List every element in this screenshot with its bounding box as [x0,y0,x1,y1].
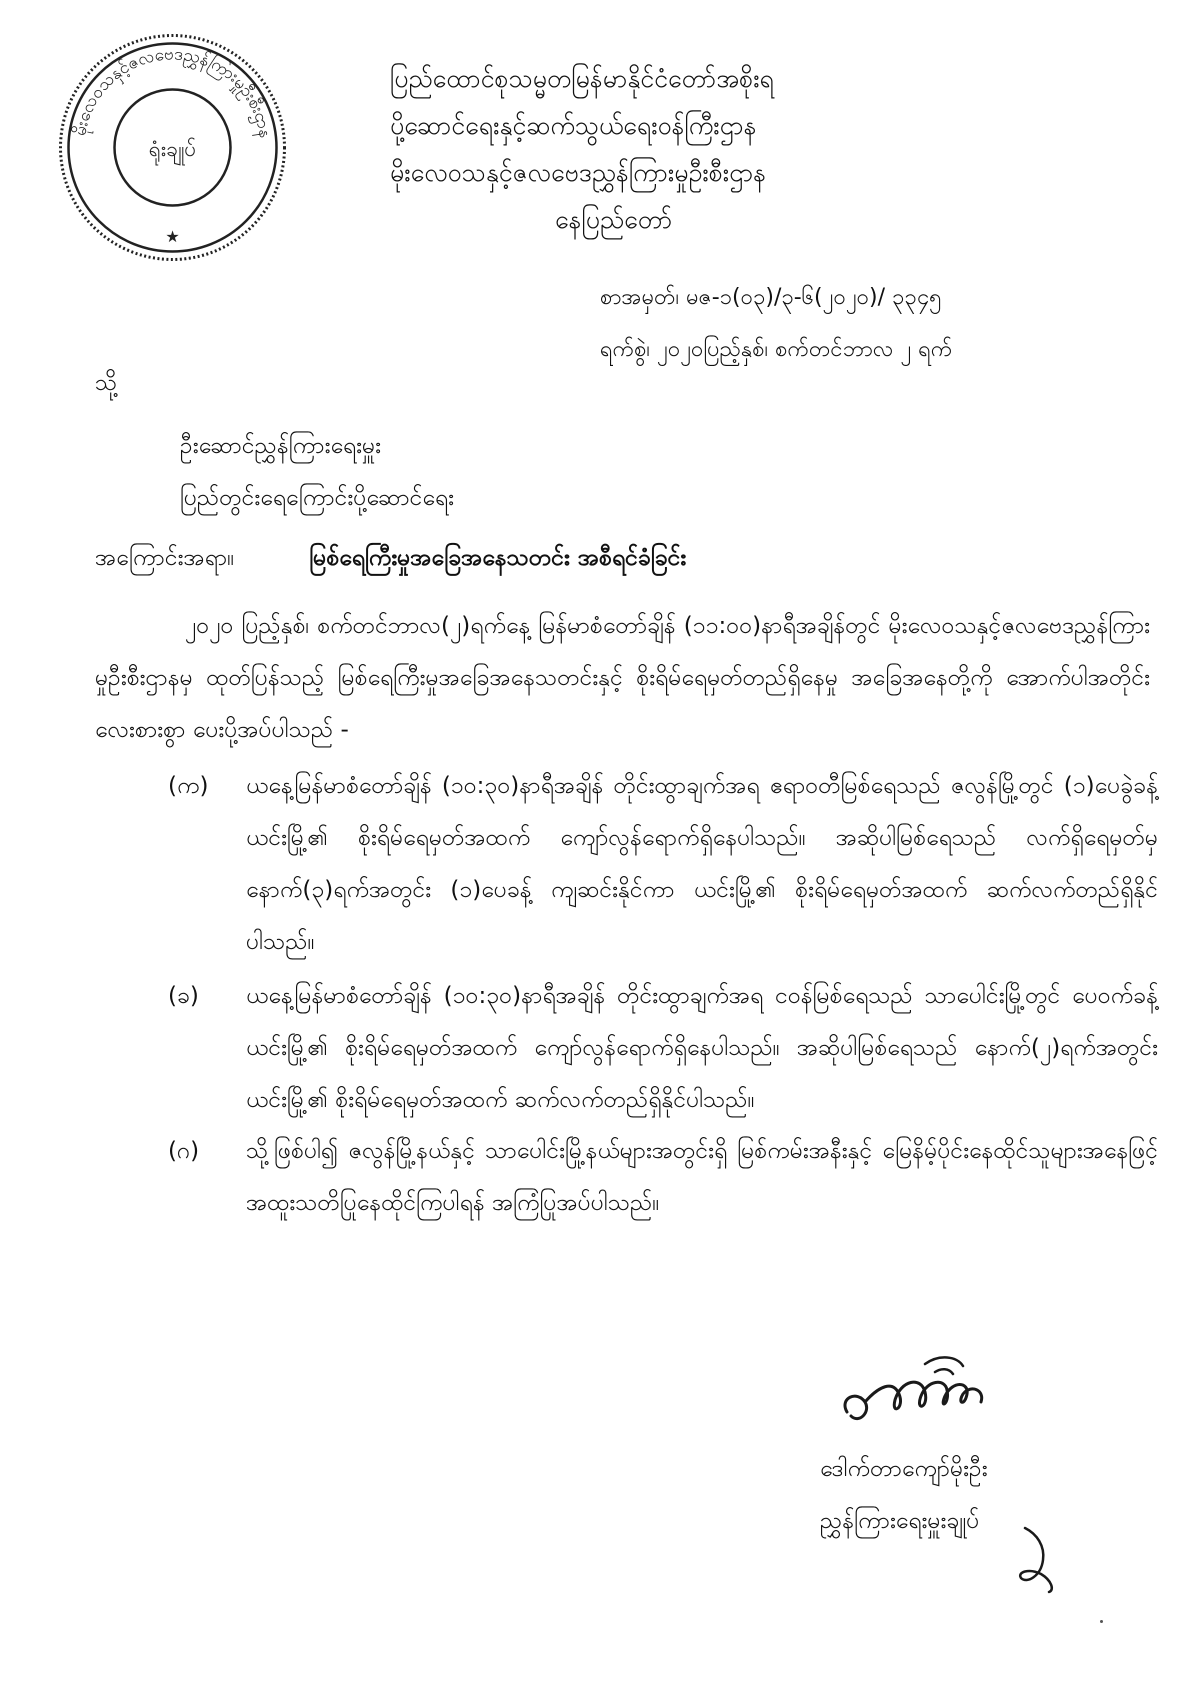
ministry-line: ပို့ဆောင်ရေးနှင့်ဆက်သွယ်ရေးဝန်ကြီးဌာန [390,111,757,140]
to-label: သို့ [95,370,118,396]
item-text: သို့ဖြစ်ပါ၍ ဇလွန်မြို့နယ်နှင့် သာပေါင်းမြို့နယ်များအတွင်းရှိ မြစ်ကမ်းအနီးနှင့် မြေနိမ့်ပိုင်းနေထိုင်သူများအနေဖြင့် အထူးသတိပြုနေထိုင်ကြပါရန် အကြံပြုအပ်ပါသည်။ [246,1138,1158,1216]
signer-name: ဒေါက်တာကျော်မိုးဦး [820,1456,988,1482]
item-text: ယနေ့မြန်မာစံတော်ချိန် (၁၀:၃၀)နာရီအချိန် တိုင်းထွာချက်အရ ဧရာဝတီမြစ်ရေသည် ဇလွန်မြို့တွင် (၁)ပေခွဲခန့် ယင်းမြို့၏ စိုးရိမ်ရေမှတ်အထက် ကျော်လွန်ရောက်ရှိနေပါသည်။ အဆိုပါမြစ်ရေသည် လက်ရှိရေမှတ်မှ နောက်(၃)ရက်အတွင်း (၁)ပေခန့် ကျဆင်းနိုင်ကာ ယင်းမြို့၏ စိုးရိမ်ရေမှတ်အထက် ဆက်လက်တည်ရှိနိုင်ပါသည်။ [246,773,1158,955]
seal-ring-text: မိုးလေဝသနှင့်ဇလဗေဒညွှန်ကြားမှုဦးစီးဌာန [70,44,275,140]
recipient-block [180,420,454,524]
list-item [168,1125,1158,1229]
signature-mark [835,1350,1005,1440]
item-number: (က) [168,773,209,799]
intro-paragraph: ၂၀၂၀ ပြည့်နှစ်၊ စက်တင်ဘာလ(၂)ရက်နေ့ မြန်မာစံတော်ချိန် (၁၁:၀၀)နာရီအချိန်တွင် မိုးလေဝသနှင့်ဇလဗေဒညွှန်ကြားမှုဦးစီးဌာနမှ ထုတ်ပြန်သည့် မြစ်ရေကြီးမှုအခြေအနေသတင်းနှင့် စိုးရိမ်ရေမှတ်တည်ရှိနေမှု အခြေအနေတို့ကို အောက်ပါအတိုင်း လေးစားစွာ ပေးပို့အပ်ပါသည် - [95,613,1150,743]
government-line: ပြည်ထောင်စုသမ္မတမြန်မာနိုင်ငံတော်အစိုးရ [390,64,774,93]
seal-center-text: ရုံးချုပ် [148,137,197,161]
initials-mark [1015,1520,1065,1595]
subject-text: မြစ်ရေကြီးမှုအခြေအနေသတင်း အစီရင်ခံခြင်း [309,545,687,571]
recipient-title: ဦးဆောင်ညွှန်ကြားရေးမှူး [180,433,381,459]
letter-number: စာအမှတ်၊ မဇ-၁(၀၃)/၃-၆(၂၀၂၀)/ ၃၃၄၅ [600,285,942,310]
subject-line [95,543,1145,577]
department-seal [55,30,290,265]
scan-speck [1100,1620,1103,1623]
svg-text:မိုးလေဝသနှင့်ဇလဗေဒညွှန်ကြားမှု [70,44,275,140]
city-line: နေပြည်တော် [555,205,673,234]
department-line: မိုးလေဝသနှင့်ဇလဗေဒညွှန်ကြားမှုဦးစီးဌာန [390,158,767,187]
list-item [168,970,1158,1126]
recipient-office: ပြည်တွင်းရေကြောင်းပို့ဆောင်ရေး [180,485,454,511]
item-text: ယနေ့မြန်မာစံတော်ချိန် (၁၀:၃၀)နာရီအချိန် တိုင်းထွာချက်အရ ငဝန်မြစ်ရေသည် သာပေါင်းမြို့တွင် ပေဝက်ခန့် ယင်းမြို့၏ စိုးရိမ်ရေမှတ်အထက် ကျော်လွန်ရောက်ရှိနေပါသည်။ အဆိုပါမြစ်ရေသည် နောက်(၂)ရက်အတွင်း ယင်းမြို့၏ စိုးရိမ်ရေမှတ်အထက် ဆက်လက်တည်ရှိနိုင်ပါသည်။ [246,983,1158,1113]
item-number: (ဂ) [168,1138,200,1164]
item-number: (ခ) [168,983,199,1009]
list-item [168,760,1158,968]
reference-block [600,272,1160,376]
subject-label: အကြောင်းအရာ။ [95,545,235,571]
signer-block [820,1443,988,1547]
seal-star-icon: ★ [165,227,180,246]
signer-title: ညွှန်ကြားရေးမှူးချုပ် [820,1508,980,1534]
letterhead [390,55,990,243]
letter-date: ရက်စွဲ၊ ၂၀၂၀ပြည့်နှစ်၊ စက်တင်ဘာလ ၂ ရက် [600,337,953,362]
